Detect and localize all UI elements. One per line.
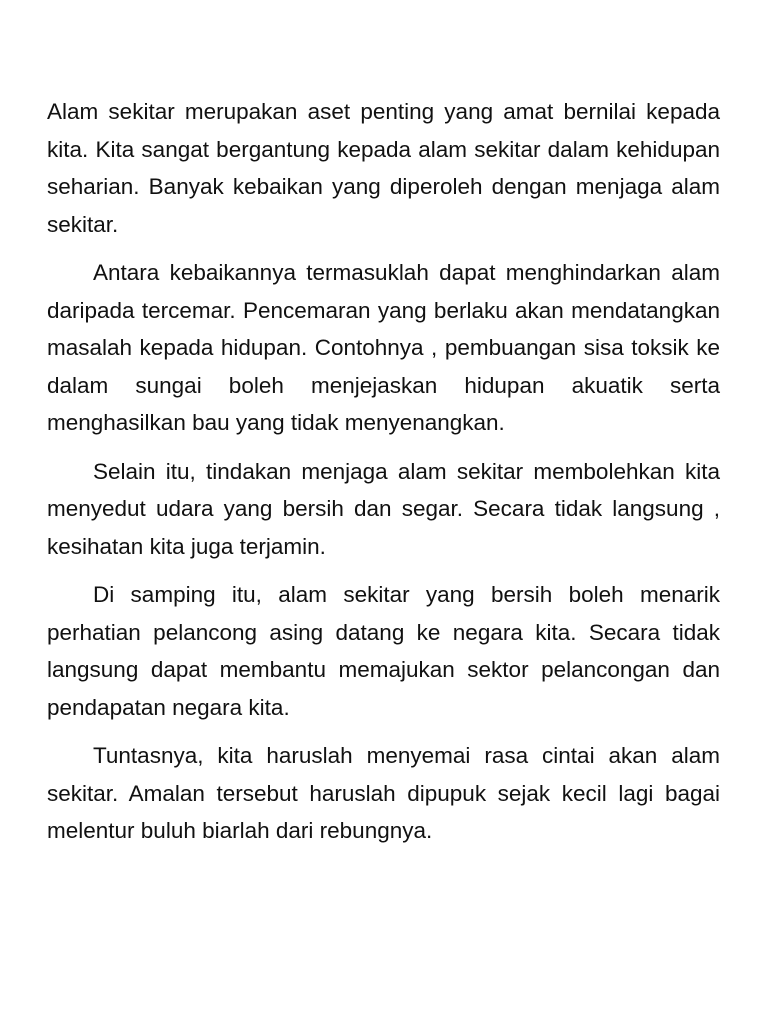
- paragraph-benefit-clean-air: Selain itu, tindakan menjaga alam sekitar membolehkan kita menyedut udara yang bersih dan segar. Secara tidak langsung , kesihatan kita juga terjamin.: [47, 458, 720, 559]
- paragraph-benefit-pollution: Antara kebaikannya termasuklah dapat menghindarkan alam daripada tercemar. Pencemaran yang berlaku akan mendatangkan masalah kepada hidupan. Contohnya , pembuangan sisa toksik ke dalam sungai boleh menjejaskan hidupan akuatik serta menghasilkan bau yang tidak menyenangkan.: [47, 260, 720, 435]
- paragraph-intro: Alam sekitar merupakan aset penting yang amat bernilai kepada kita. Kita sangat bergantung kepada alam sekitar dalam kehidupan seharian. Banyak kebaikan yang diperoleh dengan menjaga alam sekitar.: [47, 99, 720, 237]
- document-page: [47, 93, 720, 850]
- paragraph-conclusion: Tuntasnya, kita haruslah menyemai rasa cintai akan alam sekitar. Amalan tersebut haruslah dipupuk sejak kecil lagi bagai melentur buluh biarlah dari rebungnya.: [47, 743, 720, 843]
- paragraph-benefit-tourism: Di samping itu, alam sekitar yang bersih boleh menarik perhatian pelancong asing datang ke negara kita. Secara tidak langsung dapat membantu memajukan sektor pelancongan dan pendapatan negara kita.: [47, 582, 720, 720]
